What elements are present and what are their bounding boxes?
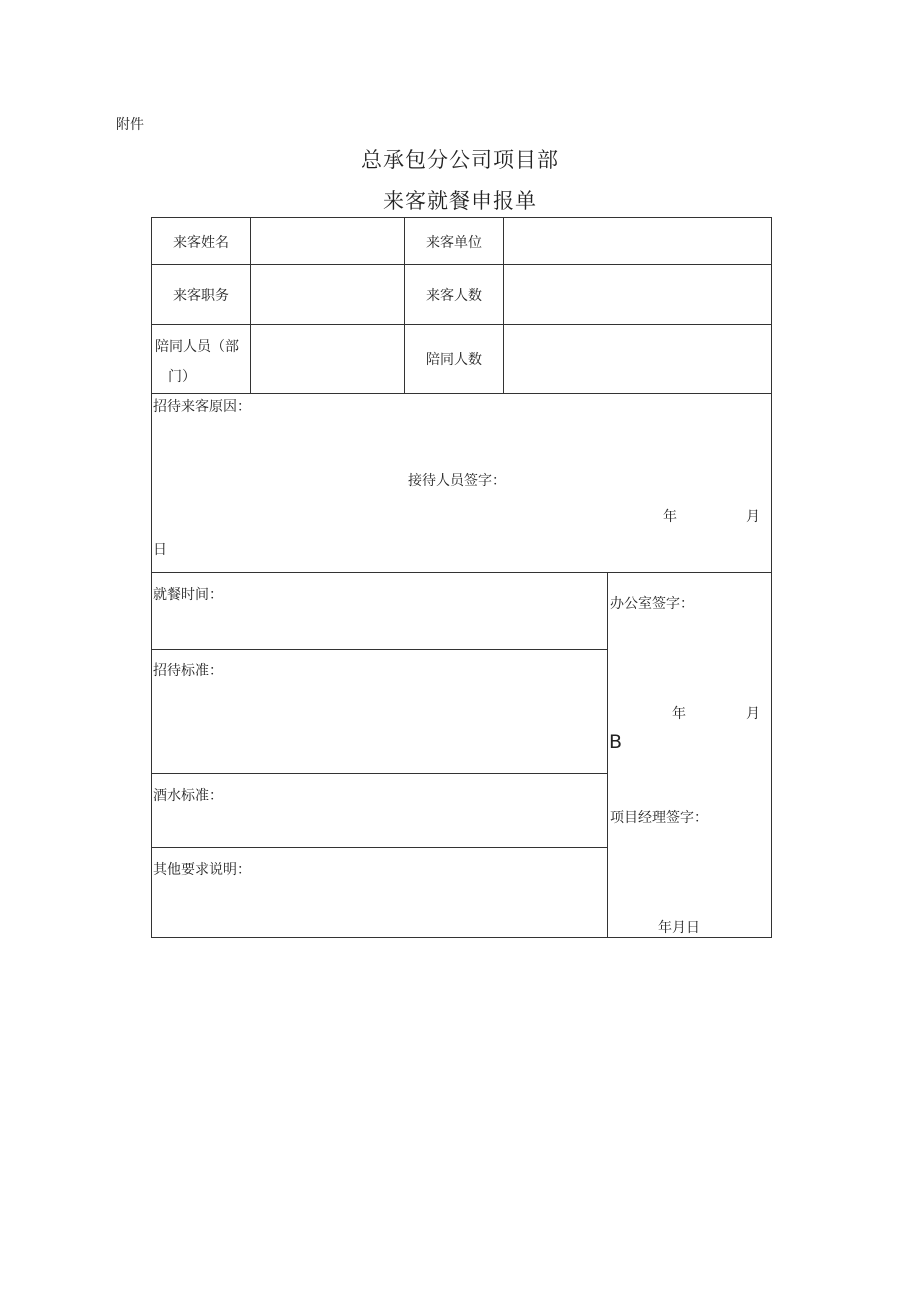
form-title-line2: 来客就餐申报单: [383, 189, 537, 213]
form-border-right: [771, 217, 772, 938]
reception-standard-field[interactable]: [153, 682, 605, 771]
other-requirements-field[interactable]: [153, 881, 605, 935]
reason-date-year: 年: [663, 509, 677, 525]
row-divider: [151, 773, 608, 774]
guest-unit-label: 来客单位: [426, 235, 482, 251]
office-date-day: B: [609, 731, 623, 753]
dining-time-field[interactable]: [153, 606, 605, 647]
office-date-month: 月: [746, 706, 760, 722]
row-divider: [151, 324, 772, 325]
receiver-sign-label: 接待人员签字：: [408, 473, 506, 489]
column-divider: [607, 572, 608, 938]
annex-label: 附件: [116, 117, 144, 133]
other-requirements-label: 其他要求说明：: [153, 862, 251, 878]
reception-standard-label: 招待标准：: [153, 663, 223, 679]
reason-field[interactable]: [153, 418, 769, 468]
form-border-bottom: [151, 937, 772, 938]
drinks-standard-label: 酒水标准：: [153, 788, 223, 804]
companion-count-label: 陪同人数: [426, 352, 482, 368]
guest-position-label: 来客职务: [173, 288, 229, 304]
pm-sign-label: 项目经理签字：: [610, 810, 708, 826]
office-sign-label: 办公室签字：: [610, 596, 694, 612]
guest-unit-field[interactable]: [505, 219, 770, 263]
companion-field[interactable]: [252, 326, 403, 392]
guest-name-label: 来客姓名: [173, 235, 229, 251]
companion-count-field[interactable]: [505, 326, 770, 392]
drinks-standard-field[interactable]: [153, 807, 605, 845]
row-divider: [151, 847, 608, 848]
row-divider: [151, 393, 772, 394]
row-divider: [151, 264, 772, 265]
row-divider: [151, 649, 608, 650]
guest-name-field[interactable]: [252, 219, 403, 263]
dining-time-label: 就餐时间：: [153, 587, 223, 603]
guest-count-field[interactable]: [505, 266, 770, 323]
office-date-year: 年: [672, 706, 686, 722]
form-border-top: [151, 217, 772, 218]
reason-label: 招待来客原因：: [153, 399, 251, 415]
form-border-left: [151, 217, 152, 938]
pm-sign-date: 年月日: [658, 920, 700, 936]
companion-label-cont: 门）: [168, 369, 196, 385]
guest-position-field[interactable]: [252, 266, 403, 323]
row-divider: [151, 572, 772, 573]
companion-label: 陪同人员（部: [155, 339, 239, 355]
reason-date-day: 日: [153, 542, 167, 558]
reason-date-month: 月: [746, 509, 760, 525]
guest-count-label: 来客人数: [426, 288, 482, 304]
form-title-line1: 总承包分公司项目部: [361, 148, 559, 172]
